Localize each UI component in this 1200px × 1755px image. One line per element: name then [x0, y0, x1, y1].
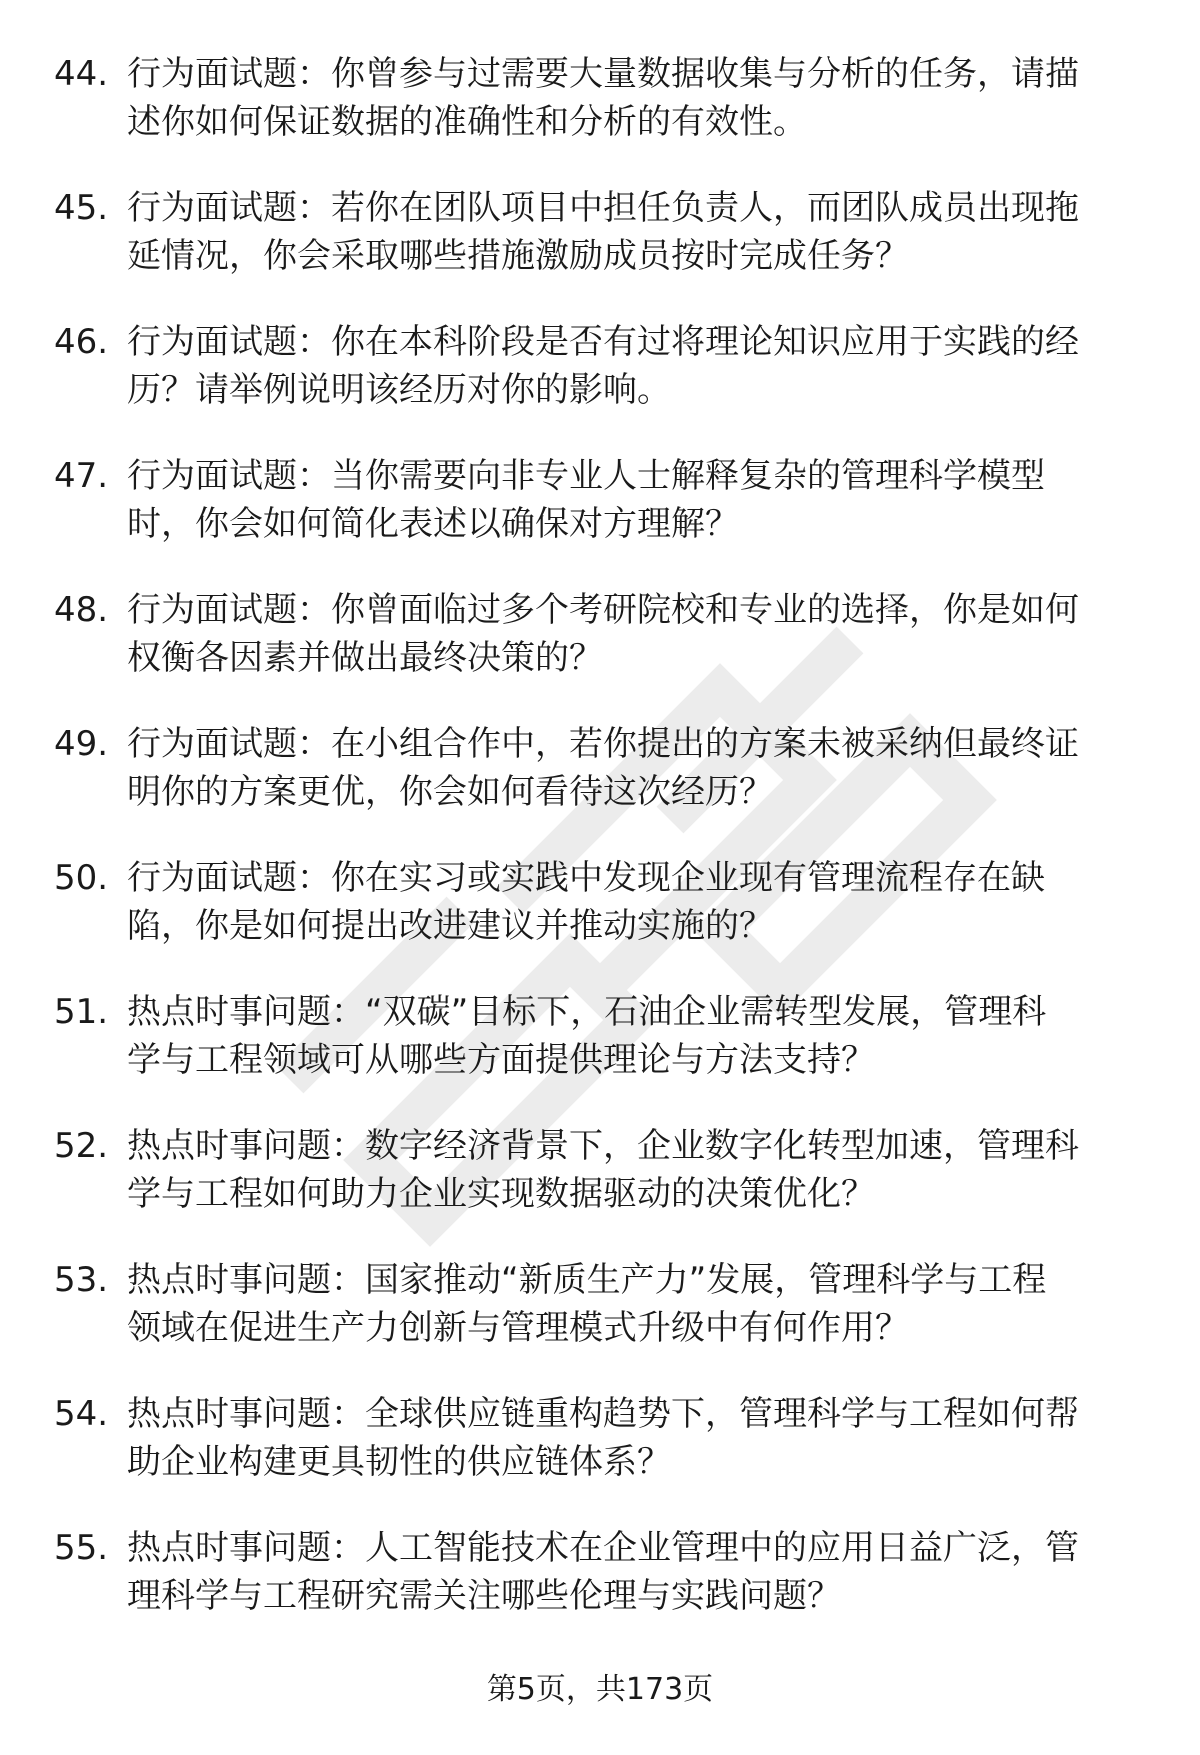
question-text-line: 助企业构建更具韧性的供应链体系？ — [127, 1442, 671, 1482]
question-text-line: 时，你会如何简化表述以确保对方理解？ — [127, 504, 739, 544]
question-text-line: 热点时事问题：“双碳”目标下，石油企业需转型发展，管理科 — [127, 992, 1047, 1032]
question-text-line: 行为面试题：你在本科阶段是否有过将理论知识应用于实践的经 — [127, 322, 1079, 362]
question-text-line: 热点时事问题：国家推动“新质生产力”发展，管理科学与工程 — [127, 1260, 1047, 1300]
question-number: 54. — [54, 1394, 109, 1434]
question-text-line: 行为面试题：当你需要向非专业人士解释复杂的管理科学模型 — [127, 456, 1045, 496]
question-text-line: 行为面试题：你曾面临过多个考研院校和专业的选择，你是如何 — [127, 590, 1079, 630]
question-text-line: 陷，你是如何提出改进建议并推动实施的？ — [127, 906, 773, 946]
question-number: 46. — [54, 322, 109, 362]
question-item — [0, 988, 1200, 1088]
question-number: 49. — [54, 724, 109, 764]
question-item — [0, 1524, 1200, 1624]
question-item — [0, 1122, 1200, 1222]
question-item — [0, 50, 1200, 150]
question-item — [0, 318, 1200, 418]
question-text — [127, 50, 1142, 146]
question-text-line: 行为面试题：你曾参与过需要大量数据收集与分析的任务，请描 — [127, 54, 1079, 94]
question-text-line: 热点时事问题：全球供应链重构趋势下，管理科学与工程如何帮 — [127, 1394, 1079, 1434]
question-item — [0, 1390, 1200, 1490]
question-number: 45. — [54, 188, 109, 228]
question-text-line: 领域在促进生产力创新与管理模式升级中有何作用？ — [127, 1308, 909, 1348]
question-text-line: 述你如何保证数据的准确性和分析的有效性。 — [127, 102, 807, 142]
question-item — [0, 586, 1200, 686]
question-item — [0, 1256, 1200, 1356]
question-text-line: 权衡各因素并做出最终决策的？ — [127, 638, 603, 678]
question-text — [127, 184, 1142, 280]
question-text-line: 延情况，你会采取哪些措施激励成员按时完成任务？ — [127, 236, 909, 276]
question-text-line: 明你的方案更优，你会如何看待这次经历？ — [127, 772, 773, 812]
question-item — [0, 452, 1200, 552]
question-number: 53. — [54, 1260, 109, 1300]
question-text-line: 行为面试题：在小组合作中，若你提出的方案未被采纳但最终证 — [127, 724, 1079, 764]
page-number: 第5页，共173页 — [486, 1672, 714, 1707]
question-text-line: 理科学与工程研究需关注哪些伦理与实践问题？ — [127, 1576, 841, 1616]
question-text-line: 热点时事问题：数字经济背景下，企业数字化转型加速，管理科 — [127, 1126, 1079, 1166]
question-text — [127, 1256, 1142, 1352]
question-list — [0, 50, 1200, 1658]
question-text-line: 行为面试题：你在实习或实践中发现企业现有管理流程存在缺 — [127, 858, 1045, 898]
question-text-line: 学与工程如何助力企业实现数据驱动的决策优化？ — [127, 1174, 875, 1214]
question-number: 51. — [54, 992, 109, 1032]
question-text-line: 热点时事问题：人工智能技术在企业管理中的应用日益广泛，管 — [127, 1528, 1079, 1568]
question-text — [127, 1122, 1142, 1218]
question-number: 50. — [54, 858, 109, 898]
question-text-line: 学与工程领域可从哪些方面提供理论与方法支持？ — [127, 1040, 875, 1080]
question-number: 44. — [54, 54, 109, 94]
question-text — [127, 854, 1142, 950]
question-text — [127, 1390, 1142, 1486]
question-text — [127, 720, 1142, 816]
question-text — [127, 1524, 1142, 1620]
question-text — [127, 452, 1142, 548]
question-item — [0, 854, 1200, 954]
question-number: 55. — [54, 1528, 109, 1568]
question-text-line: 历？请举例说明该经历对你的影响。 — [127, 370, 671, 410]
question-item — [0, 184, 1200, 284]
question-text — [127, 988, 1142, 1084]
question-text — [127, 586, 1142, 682]
question-item — [0, 720, 1200, 820]
question-number: 47. — [54, 456, 109, 496]
question-text — [127, 318, 1142, 414]
question-text-line: 行为面试题：若你在团队项目中担任负责人，而团队成员出现拖 — [127, 188, 1079, 228]
question-number: 48. — [54, 590, 109, 630]
question-number: 52. — [54, 1126, 109, 1166]
